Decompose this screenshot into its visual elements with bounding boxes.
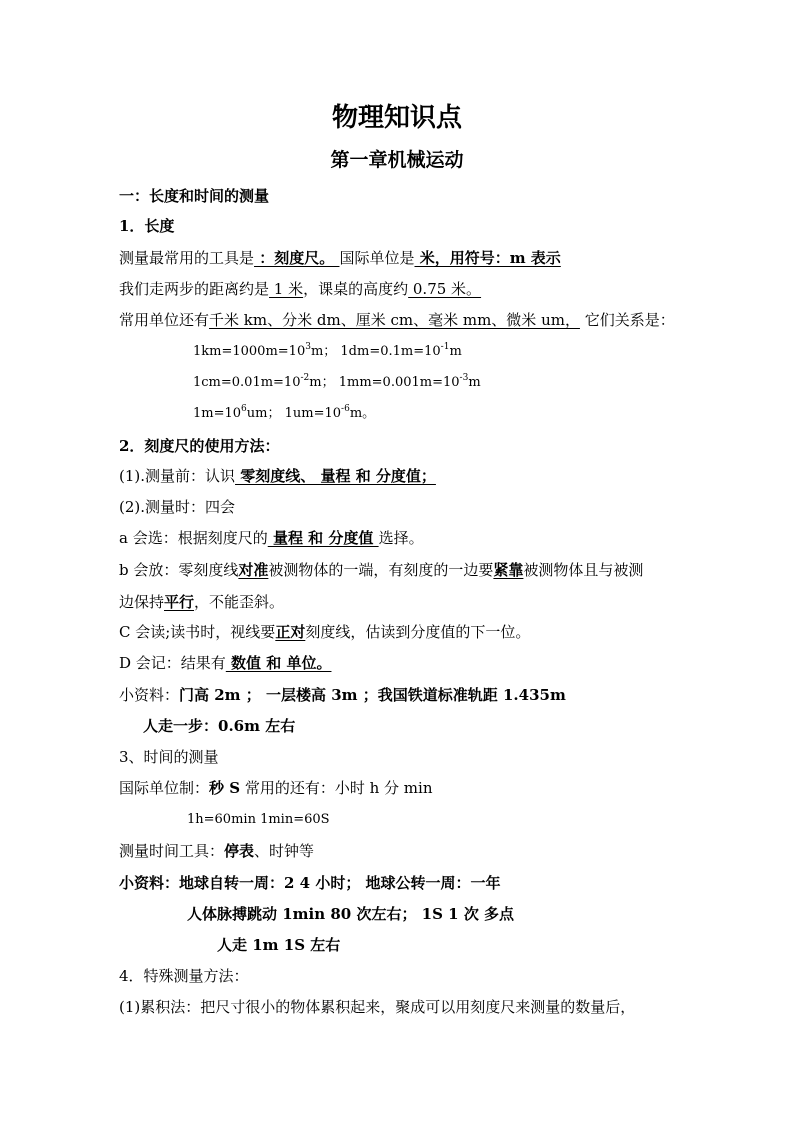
info-note: 人走一步：0.6m 左右 [143,717,296,735]
subsection-heading: 4．特殊测量方法： [119,967,249,985]
paragraph: 国际单位制：秒 S 常用的还有：小时 h 分 min [119,779,433,797]
unit-conversion: 1h=60min 1min=60S [187,812,330,827]
paragraph: 测量最常用的工具是 ：刻度尺。 国际单位是 米，用符号：m 表示 [119,249,561,267]
paragraph: b 会放：零刻度线对准被测物体的一端，有刻度的一边要紧靠被测物体且与被测 [119,561,644,579]
page-title: 物理知识点 [331,103,462,133]
paragraph: 常用单位还有千米 km、分米 dm、厘米 cm、毫米 mm、微米 um， 它们关系是： [119,311,675,329]
info-note: 人体脉搏跳动 1min 80 次左右； 1S 1 次 多点 [187,905,515,923]
chapter-title: 第一章机械运动 [330,149,464,171]
info-note: 小资料：门高 2m ； 一层楼高 3m ；我国铁道标准轨距 1.435m [119,686,566,704]
unit-conversion: $1m=10^6um$； $1um=10^{-6}m$。 [193,404,376,421]
unit-conversion: $1cm=0.01m=10^{-2}m$； $1mm=0.001m=10^{-3}m$ [193,373,481,390]
subsection-heading: 1．长度 [119,217,175,235]
paragraph: 边保持平行，不能歪斜。 [119,593,285,611]
unit-conversion: $1km=1000m=10^3m$； $1dm=0.1m=10^{-1}m$ [193,342,462,359]
subsection-heading: 2．刻度尺的使用方法： [119,437,280,455]
paragraph: (1).测量前：认识 零刻度线、 量程 和 分度值； [119,467,436,485]
info-note: 人走 1m 1S 左右 [217,936,341,954]
info-note: 小资料：地球自转一周：2 4 小时； 地球公转一周：一年 [119,874,501,892]
paragraph: 我们走两步的距离约是 1 米，课桌的高度约 0.75 米。 [119,280,482,298]
paragraph: a 会选：根据刻度尺的 量程 和 分度值 选择。 [119,529,424,547]
paragraph: D 会记：结果有 数值 和 单位。 [119,654,332,672]
section-heading: 一：长度和时间的测量 [119,187,270,205]
subsection-heading: 3、时间的测量 [119,748,219,766]
paragraph: 测量时间工具：停表、时钟等 [119,842,315,860]
paragraph: C 会读;读书时，视线要正对刻度线，估读到分度值的下一位。 [119,623,531,641]
paragraph: (2).测量时：四会 [119,498,236,516]
paragraph: (1)累积法：把尺寸很小的物体累积起来，聚成可以用刻度尺来测量的数量后， [119,998,636,1016]
